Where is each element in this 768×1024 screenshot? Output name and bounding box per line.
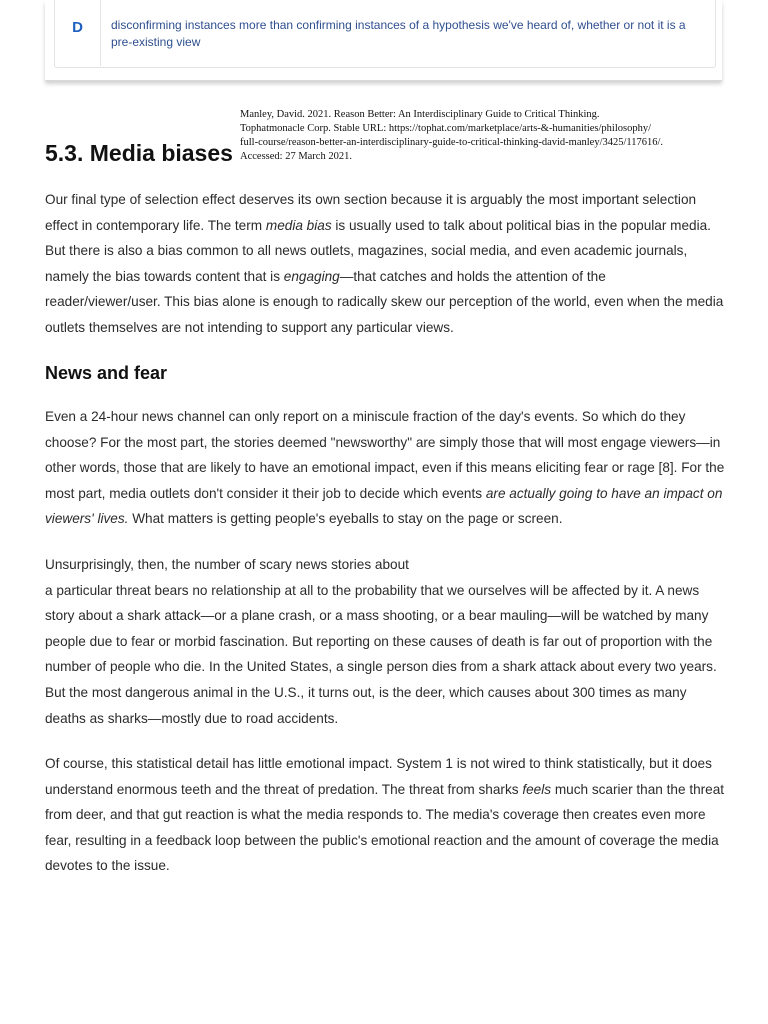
subheading-news-and-fear: News and fear bbox=[45, 363, 168, 383]
option-letter: D bbox=[72, 19, 83, 36]
text-run: much scarier than the threat from deer, and that gut reaction is what the media responds to. The media's coverage then creates even more fear, resulting in a feedback loop between the public's emotional reaction and the amount of coverage the media devotes to the issue. bbox=[45, 781, 725, 874]
emphasis-feels: feels bbox=[522, 781, 552, 797]
answer-option-d[interactable] bbox=[54, 0, 716, 68]
option-letter-box bbox=[55, 0, 101, 66]
text-run: a particular threat bears no relationship at all to the probability that we ourselves will be affected by it. A news story about a shark attack—or a plane crash, or a mass shooting, or a bear mauling—will be watched by many people due to fear or morbid fascination. But reporting on these causes of death is far out of proportion with the number of people who die. In the United States, a single person dies from a shark attack about every two years. But the most dangerous animal in the U.S., it turns out, is the deer, which causes about 300 times as many deaths as sharks—mostly due to road accidents. bbox=[45, 582, 717, 726]
citation-line-1: Manley, David. 2021. Reason Better: An Interdisciplinary Guide to Critical Thinking. bbox=[240, 109, 600, 120]
text-run: What matters is getting people's eyeballs to stay on the page or screen. bbox=[128, 511, 563, 527]
text-run: —that catches and holds the attention of the reader/viewer/user. This bias alone is enough to radically skew our perception of the world, even when the media outlets themselves are not intending to support any particular views. bbox=[45, 268, 724, 335]
emphasis-engaging: engaging bbox=[283, 268, 340, 284]
text-run: Our final type of selection effect deserves its own section because it is arguably the most important selection effect in contemporary life. The term bbox=[45, 192, 697, 233]
news-paragraph-1 bbox=[45, 404, 725, 532]
text-run: Unsurprisingly, then, the number of scary news stories about bbox=[45, 557, 409, 572]
news-paragraph-3 bbox=[45, 751, 725, 879]
citation-line-4: Accessed: 27 March 2021. bbox=[240, 151, 352, 162]
citation-line-2: Tophatmonacle Corp. Stable URL: https://tophat.com/marketplace/arts-&-humanities/philosophy/ bbox=[240, 123, 652, 134]
answer-option-card bbox=[45, 0, 722, 81]
section-title: 5.3. Media biases bbox=[45, 140, 233, 166]
citation-line-3: full-course/reason-better-an-interdisciplinary-guide-to-critical-thinking-david-manley/3425/117616/. bbox=[240, 137, 664, 148]
text-run: Of course, this statistical detail has little emotional impact. System 1 is not wired to think statistically, but it does understand enormous teeth and the threat of predation. The threat from sharks bbox=[45, 756, 712, 797]
citation-overlay bbox=[240, 108, 766, 164]
text-run: Even a 24-hour news channel can only report on a miniscule fraction of the day's events. So which do they choose? For the most part, the stories deemed "newsworthy" are simply those that will most engage viewers—in other words, those that are likely to have an emotional impact, even if this means eliciting fear or rage [8]. For the most part, media outlets don't consider it their job to decide which events bbox=[45, 409, 725, 501]
emphasis-impact: are actually going to have an impact on viewers' lives. bbox=[45, 485, 723, 527]
option-text: disconfirming instances more than confirming instances of a hypothesis we've heard of, whether or not it is a pre-existing view bbox=[111, 18, 686, 49]
news-paragraph-2 bbox=[45, 552, 725, 731]
intro-paragraph bbox=[45, 187, 725, 341]
text-run: is usually used to talk about political bias in the popular media. But there is also a bias common to all news outlets, magazines, social media, and even academic journals, namely the bias towards content that is bbox=[45, 217, 711, 284]
emphasis-media-bias: media bias bbox=[265, 217, 332, 233]
